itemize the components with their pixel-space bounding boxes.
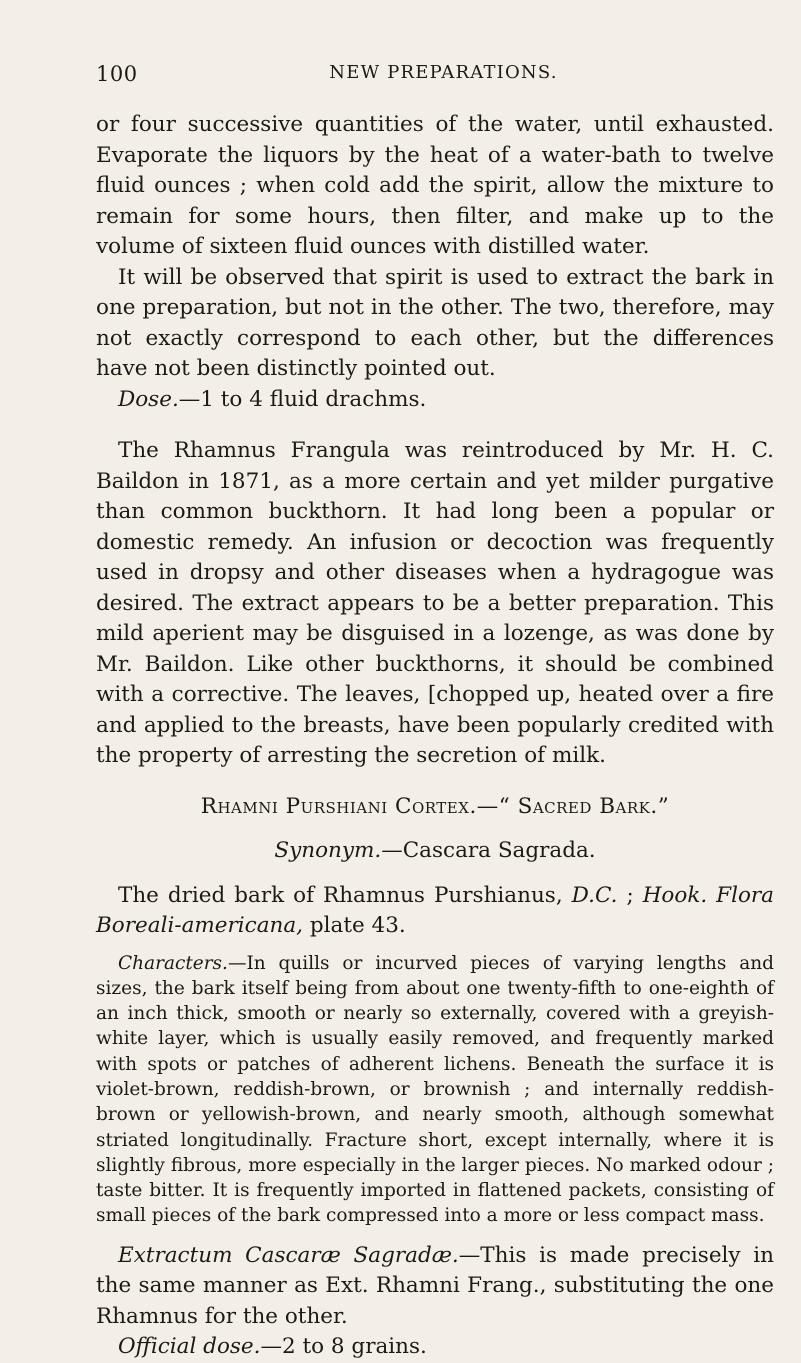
page-number: 100	[96, 62, 138, 86]
synonym-text: —Cascara Sagrada.	[381, 837, 596, 863]
official-dose-text: —2 to 8 grains.	[260, 1334, 427, 1360]
dose-line	[96, 385, 774, 416]
page-header	[96, 62, 761, 92]
bark-text-a: The dried bark of Rhamnus Purshianus,	[118, 882, 572, 908]
characters-label: Characters.	[118, 952, 228, 974]
synonym-label: Synonym.	[274, 837, 382, 863]
bark-authority: D.C.	[571, 882, 618, 908]
paragraph-dried-bark	[96, 881, 774, 942]
bark-reference: Hook. Flora Boreali-americana,	[96, 882, 774, 938]
official-dose-line	[96, 1332, 774, 1363]
running-head: NEW PREPARATIONS.	[329, 62, 558, 83]
official-dose-label: Official dose.	[118, 1334, 261, 1360]
bark-text-b: ;	[617, 882, 643, 908]
synonym-line	[96, 836, 774, 866]
paragraph-rhamnus-frangula: The Rhamnus Frangula was reintroduced by Mr. H. C. Baildon in 1871, as a more certain and yet milder purgative than common buckthorn. It had long been a popular or domestic remedy. An infusion or decoction was frequently used in dropsy and other diseases when a hydragogue was desired. The extract appears to be a better preparation. This mild aperient may be disguised in a lozenge, as was done by Mr. Baildon. Like other buckthorns, it should be combined with a corrective. The leaves, [chopped up, heated over a fire and applied to the breasts, have been popularly credited with the property of arresting the secretion of milk.	[96, 438, 774, 768]
characters-text: —In quills or incurved pieces of varying lengths and sizes, the bark itself being from about one twenty-fifth to one-eighth of an inch thick, smooth or nearly so externally, covered with a greyish-white layer, which is usually easily removed, and frequently marked with spots or patches of adherent lichens. Beneath the surface it is violet-brown, reddish-brown, or brownish ; and internally reddish-brown or yellowish-brown, and nearly smooth, although somewhat striated longitudinally. Fracture short, except internally, where it is slightly fibrous, more especially in the larger pieces. No marked odour ; taste bitter. It is frequently imported in flattened packets, consisting of small pieces of the bark compressed into a more or less compact mass.	[96, 952, 774, 1227]
page-body	[96, 110, 774, 1363]
section-title: Rhamni Purshiani Cortex.—“ Sacred Bark.”	[200, 793, 670, 819]
bark-text-c: plate 43.	[303, 913, 406, 938]
extract-text: —This is made precisely in the same manner as Ext. Rhamni Frang., substituting the one Rhamnus for the other.	[96, 1242, 774, 1329]
paragraph-spirit-note: It will be observed that spirit is used to extract the bark in one preparation, but not in the other. The two, therefore, may not exactly correspond to each other, but the differences have not been distinctly pointed out.	[96, 264, 774, 381]
extract-label: Extractum Cascaræ Sagradæ.	[118, 1242, 459, 1268]
dose-label: Dose.	[118, 386, 179, 412]
paragraph-continued: or four successive quantities of the water, until exhausted. Evaporate the liquors by the heat of a water-bath to twelve fluid ounces ; when cold add the spirit, allow the mixture to remain for some hours, then filter, and make up to the volume of sixteen fluid ounces with distilled water.	[96, 112, 774, 259]
paragraph-extract	[96, 1241, 774, 1333]
dose-text: —1 to 4 fluid drachms.	[178, 386, 427, 412]
paragraph-characters	[96, 951, 774, 1229]
